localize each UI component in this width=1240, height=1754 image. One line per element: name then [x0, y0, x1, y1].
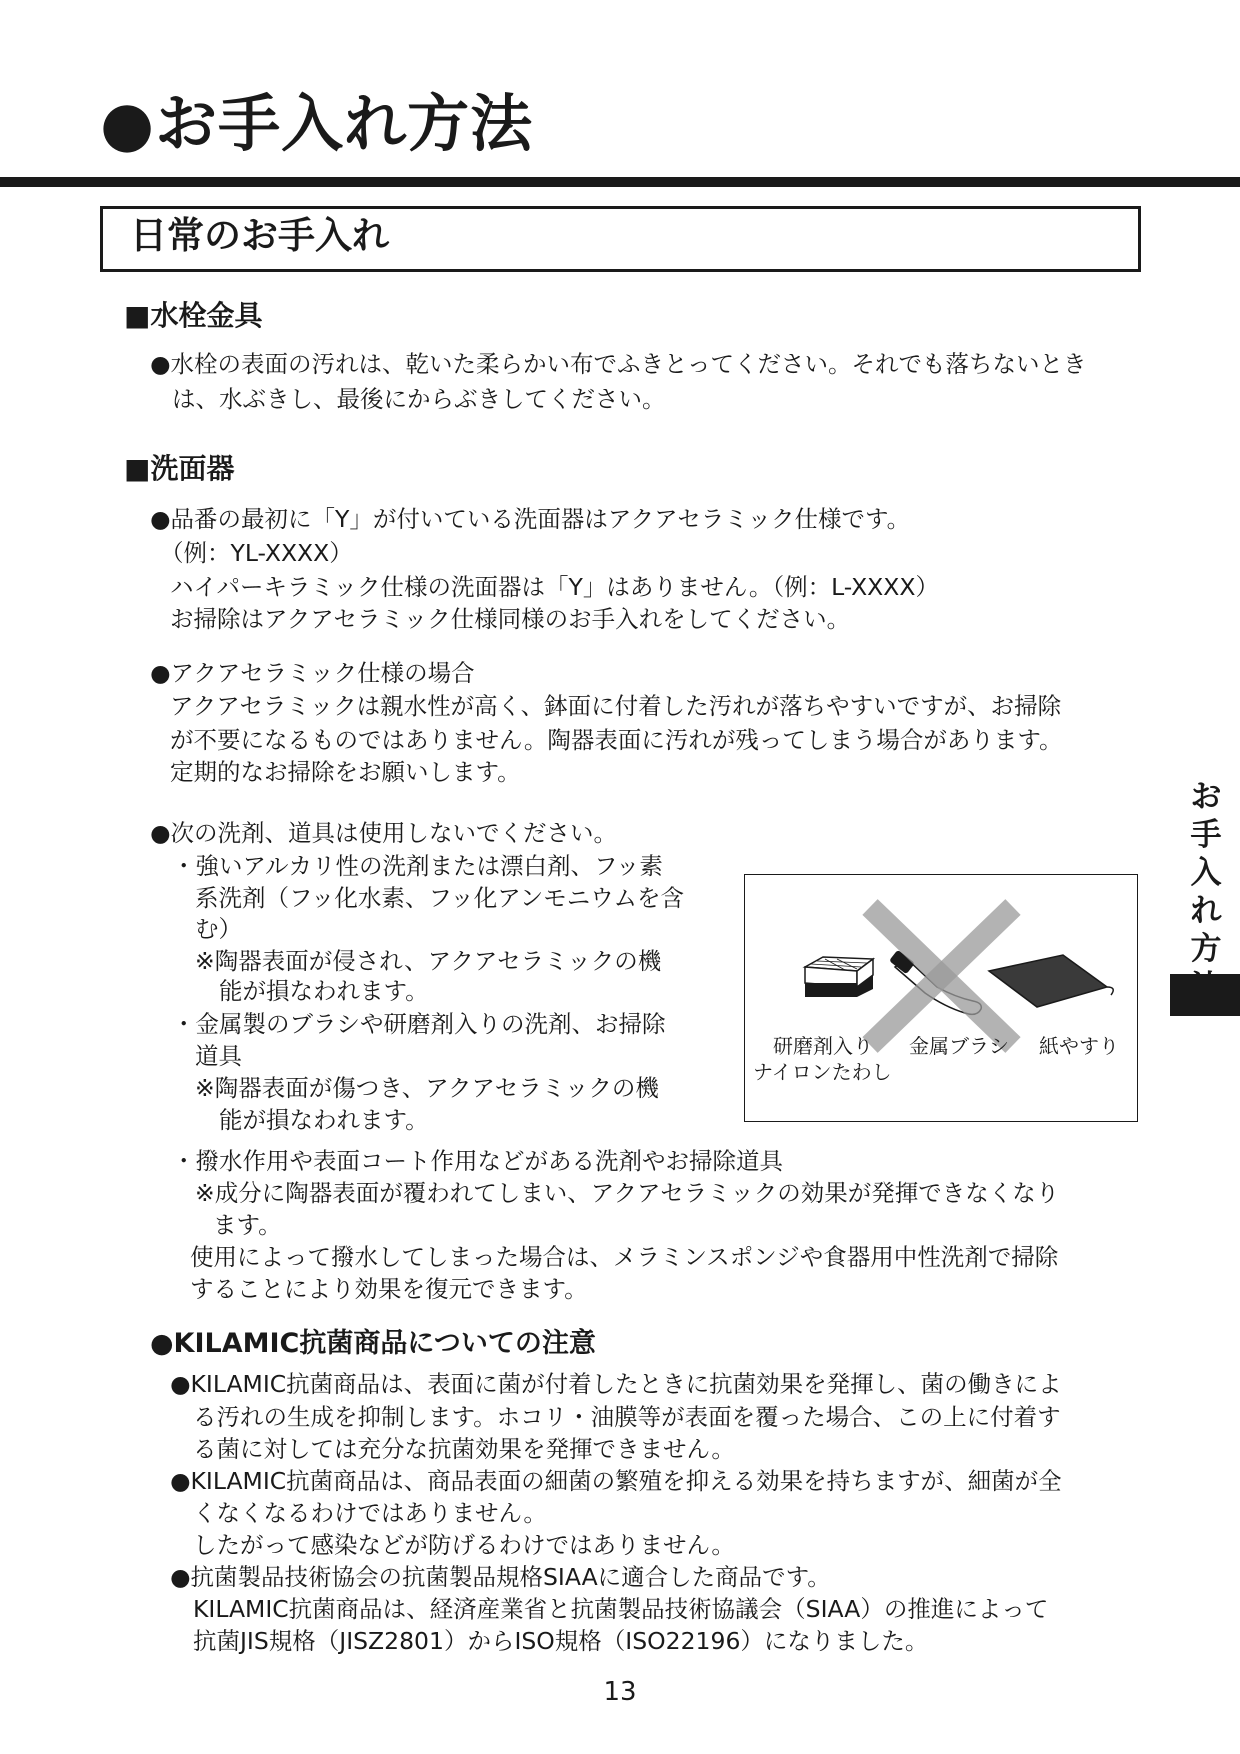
ng-heading: ●次の洗剤、道具は使用しないでください。 — [150, 819, 618, 847]
label-nylon-scrubber-2: ナイロンたわし — [753, 1060, 892, 1084]
side-tab-char: 方 — [1190, 931, 1222, 967]
side-tab-char: 入 — [1190, 855, 1222, 891]
kilamic-line-9: 抗菌JIS規格（JISZ2801）からISO規格（ISO22196）になりました。 — [193, 1627, 929, 1655]
kilamic-heading: ●KILAMIC抗菌商品についての注意 — [150, 1328, 596, 1359]
basin-heading: ■洗面器 — [124, 452, 235, 485]
ng-line-2: 系洗剤（フッ化水素、フッ化アンモニウムを含 — [195, 884, 685, 912]
side-tab-label — [1170, 778, 1240, 1006]
ng-line-5: 能が損なわれます。 — [219, 977, 429, 1005]
basin-aqua-line-1: ●アクアセラミック仕様の場合 — [150, 659, 475, 687]
kilamic-line-1: ●KILAMIC抗菌商品は、表面に菌が付着したときに抗菌効果を発揮し、菌の働きによ — [170, 1370, 1062, 1398]
water-line-4: 使用によって撥水してしまった場合は、メラミンスポンジや食器用中性洗剤で掃除 — [190, 1243, 1059, 1271]
ng-line-9: 能が損なわれます。 — [219, 1106, 429, 1134]
sandpaper-icon — [989, 955, 1113, 1007]
basin-y-line-3: ハイパーキラミック仕様の洗面器は「Y」はありません。（例：L-XXXX） — [170, 573, 939, 601]
basin-y-line-1: ●品番の最初に「Y」が付いている洗面器はアクアセラミック仕様です。 — [150, 505, 911, 533]
basin-aqua-line-2: アクアセラミックは親水性が高く、鉢面に付着した汚れが落ちやすいですが、お掃除 — [170, 692, 1062, 720]
ng-line-8: ※陶器表面が傷つき、アクアセラミックの機 — [195, 1074, 659, 1102]
basin-y-line-4: お掃除はアクアセラミック仕様同様のお手入れをしてください。 — [170, 605, 851, 633]
label-sandpaper: 紙やすり — [1039, 1034, 1119, 1058]
ng-line-3: む） — [195, 915, 242, 943]
kilamic-line-4: ●KILAMIC抗菌商品は、商品表面の細菌の繁殖を抑える効果を持ちますが、細菌が全 — [170, 1467, 1062, 1495]
basin-y-line-2: （例：YL-XXXX） — [160, 539, 353, 567]
forbidden-tools-figure — [744, 874, 1138, 1122]
prohibited-cross-icon — [870, 907, 1013, 1045]
water-line-3: ます。 — [213, 1211, 282, 1239]
ng-line-7: 道具 — [195, 1042, 242, 1070]
kilamic-line-6: したがって感染などが防げるわけではありません。 — [193, 1531, 735, 1559]
section-title: 日常のお手入れ — [130, 214, 389, 257]
basin-aqua-line-4: 定期的なお掃除をお願いします。 — [170, 758, 521, 786]
side-tab-char: れ — [1190, 893, 1222, 929]
nylon-scrubber-icon — [805, 957, 873, 997]
ng-line-1: ・強いアルカリ性の洗剤または漂白剤、フッ素 — [172, 852, 663, 880]
faucet-line-1: ●水栓の表面の汚れは、乾いた柔らかい布でふきとってください。それでも落ちないとき — [150, 350, 1087, 378]
page-number: 13 — [603, 1677, 637, 1707]
kilamic-line-3: る菌に対しては充分な抗菌効果を発揮できません。 — [193, 1435, 735, 1463]
kilamic-line-5: くなくなるわけではありません。 — [193, 1499, 547, 1527]
label-metal-brush: 金属ブラシ — [909, 1034, 1009, 1058]
kilamic-line-7: ●抗菌製品技術協会の抗菌製品規格SIAAに適合した商品です。 — [170, 1563, 831, 1591]
title-rule — [0, 177, 1240, 187]
kilamic-line-8: KILAMIC抗菌商品は、経済産業省と抗菌製品技術協議会（SIAA）の推進によって — [193, 1595, 1049, 1623]
label-nylon-scrubber-1: 研磨剤入り — [773, 1034, 873, 1058]
side-tab-marker — [1170, 974, 1240, 1016]
water-line-2: ※成分に陶器表面が覆われてしまい、アクアセラミックの効果が発揮できなくなり — [195, 1179, 1060, 1207]
faucet-heading: ■水栓金具 — [124, 299, 263, 332]
page-title: ●お手入れ方法 — [100, 87, 534, 160]
faucet-line-2: は、水ぶきし、最後にからぶきしてください。 — [172, 385, 666, 413]
side-tab-char: お — [1190, 779, 1222, 815]
kilamic-line-2: る汚れの生成を抑制します。ホコリ・油膜等が表面を覆った場合、この上に付着す — [193, 1403, 1061, 1431]
water-line-1: ・撥水作用や表面コート作用などがある洗剤やお掃除道具 — [172, 1147, 783, 1175]
ng-line-4: ※陶器表面が侵され、アクアセラミックの機 — [195, 947, 662, 975]
side-tab-char: 手 — [1190, 817, 1222, 853]
basin-aqua-line-3: が不要になるものではありません。陶器表面に汚れが残ってしまう場合があります。 — [170, 726, 1063, 754]
ng-line-6: ・金属製のブラシや研磨剤入りの洗剤、お掃除 — [172, 1010, 666, 1038]
water-line-5: することにより効果を復元できます。 — [190, 1275, 588, 1303]
